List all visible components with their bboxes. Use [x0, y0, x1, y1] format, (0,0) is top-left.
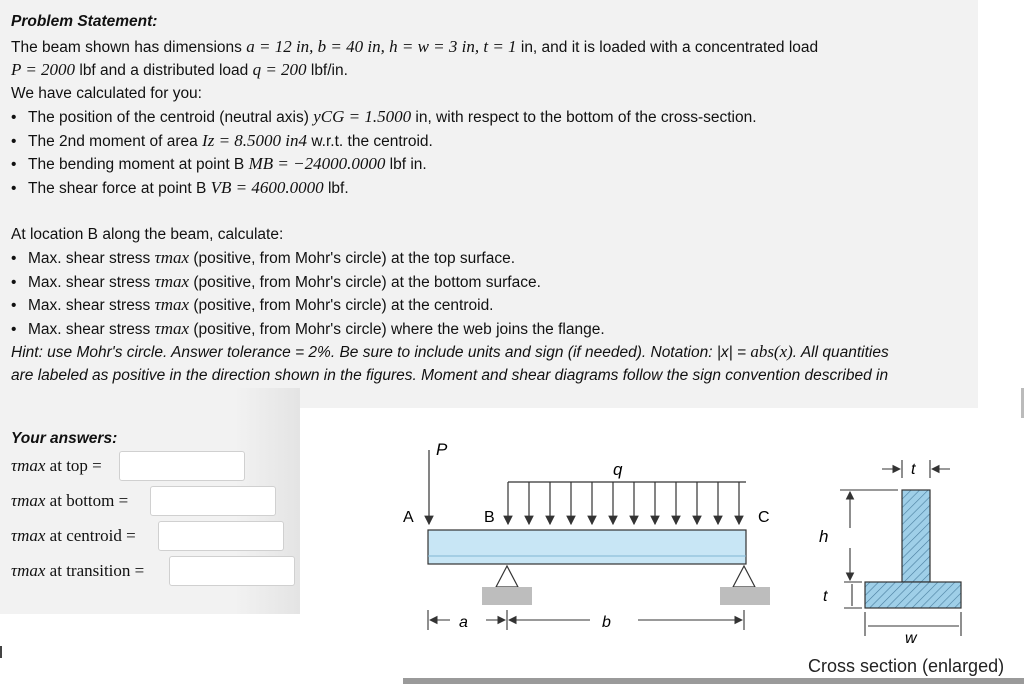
task-item: • Max. shear stress τmax (positive, from Mohr's circle) at the top surface. — [11, 248, 516, 267]
answer-input-centroid[interactable] — [158, 521, 284, 551]
edge-tick — [0, 646, 2, 658]
distributed-load — [508, 482, 746, 524]
intro-line-1: The beam shown has dimensions a = 12 in, b = 40 in, h = w = 3 in, t = 1 in, and it is loaded with a concentrated load — [11, 37, 819, 56]
label-C: C — [758, 509, 770, 526]
label-q: q — [613, 460, 623, 479]
dim-lines — [428, 610, 744, 630]
calc-item: • The shear force at point B VB = 4600.0000 lbf. — [11, 178, 349, 197]
beam — [428, 530, 746, 564]
support-B — [482, 566, 532, 605]
answer-label-bottom: τmax at bottom = — [11, 491, 129, 510]
label-B: B — [484, 509, 495, 526]
bottom-bar — [403, 678, 1024, 684]
calc-item: • The bending moment at point B MB = −24000.0000 lbf in. — [11, 154, 427, 173]
support-C — [720, 566, 770, 605]
calc-item: • The 2nd moment of area Iz = 8.5000 in4 w.r.t. the centroid. — [11, 131, 433, 150]
label-b: b — [602, 614, 611, 631]
answer-input-top[interactable] — [119, 451, 245, 481]
dim-t-top — [882, 460, 950, 478]
dim-h — [840, 490, 898, 580]
hint-line-2: are labeled as positive in the direction shown in the figures. Moment and shear diagrams follow the sign convention described in — [11, 367, 889, 384]
hint-line-1: Hint: use Mohr's circle. Answer tolerance = 2%. Be sure to include units and sign (if needed). Notation: |x| = abs(x). All quantities — [11, 342, 889, 361]
intro-line-2: P = 2000 lbf and a distributed load q = 200 lbf/in. — [11, 60, 348, 79]
answer-label-transition: τmax at transition = — [11, 561, 145, 580]
label-A: A — [403, 509, 414, 526]
task-item: • Max. shear stress τmax (positive, from Mohr's circle) at the centroid. — [11, 295, 494, 314]
figure-caption: Cross section (enlarged) — [808, 656, 1005, 676]
answers-title: Your answers: — [11, 430, 118, 447]
label-P: P — [436, 440, 448, 459]
cross-section-web — [902, 490, 930, 582]
answer-label-top: τmax at top = — [11, 456, 102, 475]
dim-t-side — [844, 582, 862, 608]
beam-figure — [300, 388, 1024, 684]
calc-item: • The position of the centroid (neutral axis) yCG = 1.5000 in, with respect to the bottom of the cross-section. — [11, 107, 757, 126]
task-item: • Max. shear stress τmax (positive, from Mohr's circle) where the web joins the flange. — [11, 319, 605, 338]
label-a: a — [459, 614, 468, 631]
task-item: • Max. shear stress τmax (positive, from Mohr's circle) at the bottom surface. — [11, 272, 541, 291]
label-h: h — [819, 527, 829, 546]
label-w: w — [905, 630, 917, 647]
label-t-side: t — [823, 588, 828, 605]
cross-section-flange — [865, 582, 961, 608]
problem-header: Problem Statement: — [11, 13, 158, 30]
answer-input-transition[interactable] — [169, 556, 295, 586]
right-margin — [978, 0, 1024, 388]
label-t-top: t — [911, 461, 916, 478]
task-intro: At location B along the beam, calculate: — [11, 226, 284, 243]
answer-label-centroid: τmax at centroid = — [11, 526, 136, 545]
answer-input-bottom[interactable] — [150, 486, 276, 516]
intro-line-3: We have calculated for you: — [11, 85, 202, 102]
